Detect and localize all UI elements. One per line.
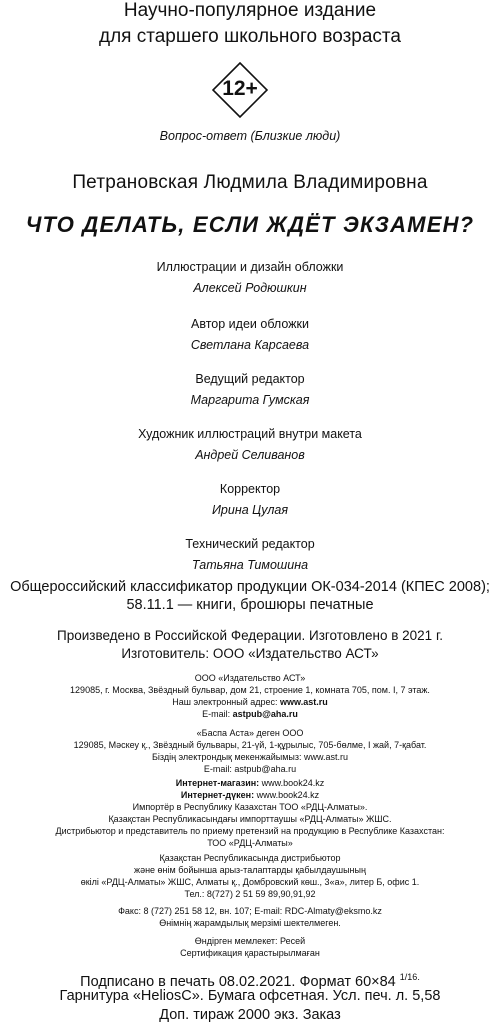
online-shop [0,778,500,789]
publisher-kz-name: «Баспа Аста» деген ООО [196,728,304,738]
publisher-email [0,709,500,720]
book-title: ЧТО ДЕЛАТЬ, ЕСЛИ ЖДЁТ ЭКЗАМЕН? [25,212,475,237]
publisher-kz-address: 129085, Мәскеу қ., Звёздный бульвары, 21-үй, 1-құрылыс, 705-бөлме, I жай, 7-қабат. [73,740,427,750]
series-name: Вопрос-ответ (Близкие люди) [159,129,341,143]
shop-link[interactable]: www.book24.kz [259,778,325,788]
fax-email: Факс: 8 (727) 251 58 12, вн. 107; E-mail: RDC-Almaty@eksmo.kz [118,906,382,916]
importer-kz: Қазақстан Республикасындағы импорттаушы «РДЦ-Алматы» ЖШС. [108,814,392,824]
distributor-name: ТОО «РДЦ-Алматы» [207,838,293,848]
web-link[interactable]: www.ast.ru [280,697,328,707]
shop-kz-link[interactable]: www.book24.kz [254,790,320,800]
credit-role: Иллюстрации и дизайн обложки [156,260,344,274]
publisher-kz-web: Біздің электрондық мекенжайымыз: www.ast.ru [151,752,349,762]
credit-person: Светлана Карсаева [190,338,310,352]
certification: Сертификация қарастырылмаған [180,948,320,958]
email-link[interactable]: astpub@aha.ru [232,709,298,719]
age-rating-badge [212,62,268,118]
distributor-kz: және өнім бойынша арыз-талаптарды қабылдаушының [134,865,366,875]
typeface-paper: Гарнитура «HeliosC». Бумага офсетная. Усл. печ. л. 5,58 [59,988,441,1004]
publisher-web [0,697,500,708]
credit-person: Ирина Цулая [211,503,289,517]
classifier-line: 58.11.1 — книги, брошюры печатные [126,597,374,613]
production-line: Изготовитель: ООО «Издательство АСТ» [121,646,379,661]
audience: для старшего школьного возраста [99,26,401,47]
email-label: E-mail: [202,709,233,719]
publisher-address: 129085, г. Москва, Звёздный бульвар, дом 21, строение 1, комната 705, пом. I, 7 этаж. [70,685,430,695]
publisher-kz-email: E-mail: astpub@aha.ru [203,764,297,774]
web-label: Наш электронный адрес: [172,697,281,707]
edition-type: Научно-популярное издание [123,0,377,21]
credit-person: Маргарита Гумская [190,393,310,407]
print-date-format: Подписано в печать 08.02.2021. Формат 60×84 [80,973,400,990]
validity: Өнімнің жарамдылық мерзімі шектелмеген. [159,918,341,928]
credit-role: Корректор [219,482,281,496]
print-run: Доп. тираж 2000 экз. Заказ [159,1007,341,1023]
shop-label: Интернет-магазин: [175,778,260,788]
distributor: Дистрибьютор и представитель по приему претензий на продукцию в Республике Казахстан: [55,826,445,836]
production-line: Произведено в Российской Федерации. Изготовлено в 2021 г. [57,628,443,643]
importer: Импортёр в Республику Казахстан ТОО «РДЦ-Алматы». [132,802,368,812]
credit-person: Татьяна Тимошина [191,558,309,572]
credit-person: Алексей Родюшкин [193,281,307,295]
origin-country: Өндірген мемлекет: Ресей [194,936,306,946]
shop-kz-label: Интернет-дүкен: [180,790,255,800]
distributor-kz: Қазақстан Республикасында дистрибьютор [159,853,341,863]
online-shop-kz [0,790,500,801]
telephone: Тел.: 8(727) 2 51 59 89,90,91,92 [184,889,316,899]
classifier-line: Общероссийский классификатор продукции ОК-034-2014 (КПЕС 2008); [10,579,490,595]
distributor-kz: өкілі «РДЦ-Алматы» ЖШС, Алматы қ., Домбровский көш., 3«а», литер Б, офис 1. [80,877,420,887]
credit-person: Андрей Селиванов [195,448,305,462]
format-fraction: 1/16 [399,972,418,982]
age-rating: 12+ [222,77,258,100]
credit-role: Автор идеи обложки [191,317,309,331]
author-name: Петрановская Людмила Владимировна [72,172,428,193]
publisher-name: ООО «Издательство АСТ» [194,673,306,683]
credit-role: Технический редактор [185,537,315,551]
format-fraction-suffix: . [417,972,420,982]
credit-role: Ведущий редактор [195,372,305,386]
credit-role: Художник иллюстраций внутри макета [138,427,362,441]
